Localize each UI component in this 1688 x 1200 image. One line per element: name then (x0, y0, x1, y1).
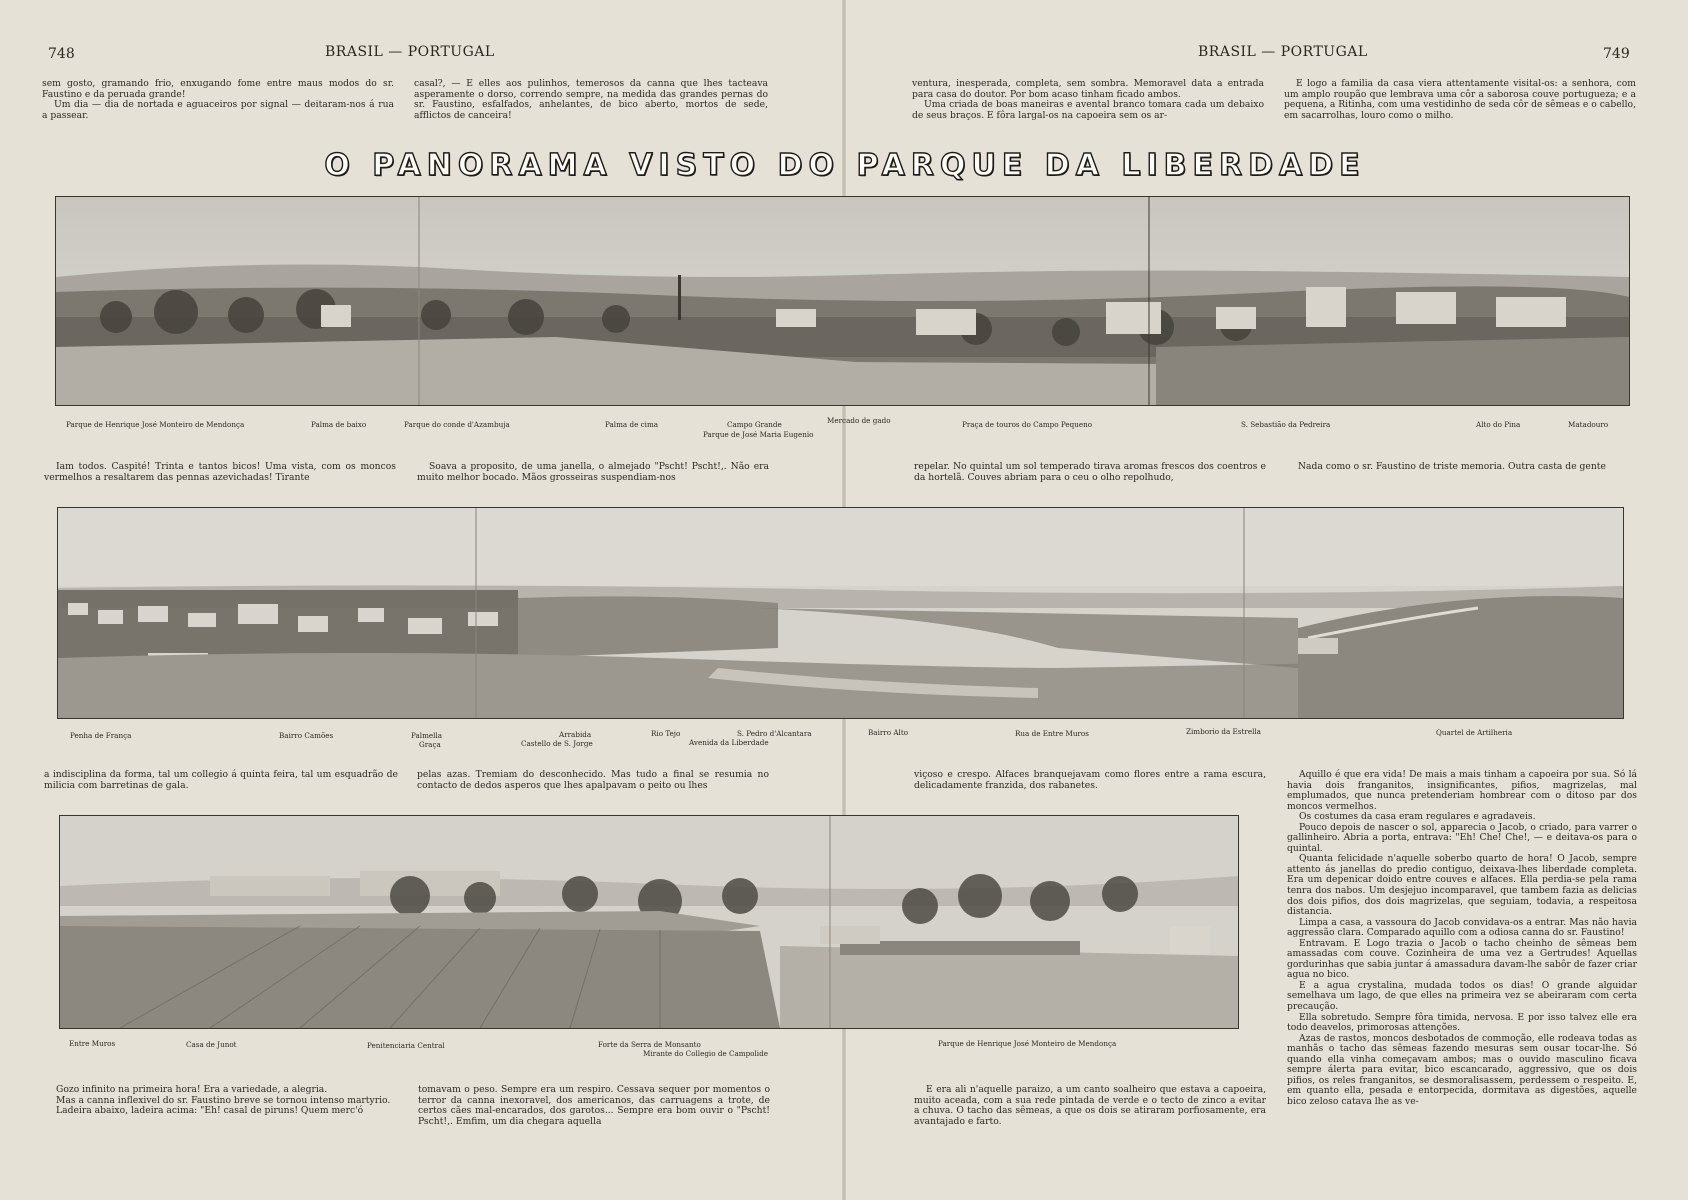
paragraph: Aquillo é que era vida! De mais a mais tinham a capoeira por sua. Só lá havia dois franganitos, insignificantes, pifios, magrizelas, mal emplumados, que nunca pretenderiam hombrear com o ditoso par dos moncos vermelhos. (1287, 769, 1637, 812)
caption: Praça de touros do Campo Pequeno (962, 420, 1093, 429)
caption: Parque de Henrique José Monteiro de Mendonça (66, 420, 245, 429)
caption: Mercado de gado (827, 416, 891, 425)
paragraph: Os costumes da casa eram regulares e agradaveis. (1299, 811, 1536, 823)
caption: S. Sebastião da Pedreira (1241, 420, 1331, 429)
right-bottom-col1 (914, 1085, 1266, 1127)
left-mid1-col2 (417, 462, 769, 483)
caption: Campo Grande (727, 420, 782, 429)
panorama-photo-2 (57, 507, 1624, 719)
caption: Zimborio da Estrella (1186, 727, 1261, 736)
left-mid2-col2 (417, 770, 769, 791)
caption: Casa de Junot (186, 1040, 237, 1049)
right-side-column (1287, 770, 1637, 1108)
panorama-photo-3 (59, 815, 1239, 1029)
left-bottom-col1 (44, 1085, 396, 1117)
left-top-col2 (414, 79, 768, 121)
caption: Castello de S. Jorge (521, 739, 593, 748)
caption: Alto do Pina (1476, 420, 1521, 429)
caption: Parque do conde d'Azambuja (404, 420, 510, 429)
panorama-photo-1 (55, 196, 1630, 406)
left-page-number: 748 (48, 46, 75, 62)
caption: Bairro Camões (279, 731, 334, 740)
paragraph: Limpa a casa, a vassoura do Jacob convidava-os a entrar. Mas não havia aggressão clara. Comparado aquillo com a odiosa canna do sr. Faustino! (1287, 916, 1637, 939)
left-mid2-col1 (44, 770, 398, 791)
paragraph: Ella sobretudo. Sempre fôra timida, nervosa. E por isso talvez elle era todo deavelos, primorosas attenções. (1287, 1011, 1637, 1034)
caption: Entre Muros (69, 1039, 116, 1048)
caption: Palma de baixo (311, 420, 367, 429)
caption: Palma de cima (605, 420, 659, 429)
paragraph: Uma criada de boas maneiras e avental branco tomara cada um debaixo de seus braços. E fôra largal-os na capoeira sem os ar- (912, 99, 1264, 121)
right-mid1-col1 (914, 462, 1266, 483)
right-mid2-col1 (914, 770, 1266, 791)
caption: Avenida da Liberdade (689, 738, 769, 747)
paragraph: Mas a canna inflexivel do sr. Faustino breve se tornou intenso martyrio. (56, 1094, 391, 1106)
paragraph: sem gosto, gramando frio, enxugando fome entre maus modos do sr. Faustino e da peruada grande! (42, 78, 394, 100)
caption: Graça (419, 740, 441, 749)
paragraph: E a agua crystalina, mudada todos os dias! O grande alguidar semelhava um lago, de que elles na primeira vez se abeiraram com certa precaução. (1287, 979, 1637, 1013)
left-top-col1 (42, 79, 394, 121)
paragraph: repelar. No quintal um sol temperado tirava aromas frescos dos coentros e da hortelã. Couves abriam para o ceu o olho repolhudo, (914, 461, 1266, 483)
paragraph: Quanta felicidade n'aquelle soberbo quarto de hora! O Jacob, sempre attento ás janellas do predio contiguo, deixava-lhes liberdade completa. Era um depenicar doido entre couves e alfaces. Ella perdia-se pela rama tenra dos nabos. Um desjejuo incomparavel, que tambem fazia as delicias dos dois pifios, dos dois magrizelas, que seguiam, todavia, a respeitosa distancia. (1287, 853, 1637, 918)
paragraph: Nada como o sr. Faustino de triste memoria. Outra casta de gente (1298, 461, 1606, 472)
caption: Matadouro (1568, 420, 1609, 429)
left-mid1-col1 (44, 462, 396, 483)
caption: Arrabida (559, 730, 592, 739)
right-page-number: 749 (1603, 46, 1630, 62)
caption: Parque de José Maria Eugenio (703, 430, 814, 439)
banner-title: O PANORAMA VISTO DO PARQUE DA LIBERDADE (324, 148, 1366, 183)
caption: Palmella (411, 731, 443, 740)
right-top-col2 (1284, 79, 1636, 121)
caption: Penitenciaria Central (367, 1041, 445, 1050)
paragraph: Um dia — dia de nortada e aguaceiros por signal — deitaram-nos á rua a passear. (42, 99, 394, 121)
paragraph: ventura, inesperada, completa, sem sombra. Memoravel data a entrada para casa do doutor. Por bom acaso tinham ficado ambos. (912, 78, 1264, 100)
paragraph: Iam todos. Caspité! Trinta e tantos bicos! Uma vista, com os moncos vermelhos a resaltarem das pennas azevichadas! Tirante (44, 461, 396, 483)
paragraph: tomavam o peso. Sempre era um respiro. Cessava sequer por momentos o terror da canna inexoravel, dos americanos, das carruagens a trote, de certos cães mal-encarados, dos garotos... Sempre era bom ouvir o "Pscht! Pscht!,. Emfim, um dia chegara aquella (418, 1084, 770, 1127)
caption: S. Pedro d'Alcantara (737, 729, 812, 738)
paragraph: Gozo infinito na primeira hora! Era a variedade, a alegria. (56, 1084, 328, 1095)
paragraph: Pouco depois de nascer o sol, apparecia o Jacob, o criado, para varrer o gallinheiro. Abria a porta, entrava: "Eh! Che! Che!, — e deitava-os para o quintal. (1287, 821, 1637, 854)
caption: Rio Tejo (651, 729, 681, 738)
paragraph: E logo a familia da casa viera attentamente visital-os: a senhora, com um amplo roupão que lembrava uma côr a saborosa couve portugueza; e a pequena, a Ritinha, com uma vestidinho de seda côr de sêmeas e o cabello, em sacarrolhas, louro como o milho. (1284, 78, 1636, 121)
paragraph: Entravam. E Logo trazia o Jacob o tacho cheinho de sêmeas bem amassadas com couve. Cozinheira de uma vez a Gertrudes! Aquellas gordurinhas que sabia juntar á amassadura davam-lhe sabôr de fazer criar agua no bico. (1287, 937, 1637, 981)
paragraph: Azas de rastos, moncos desbotados de commoção, elle rodeava todas as manhãs o tacho das sêmeas fazendo mesuras sem ousar tocar-lhe. Só quando ella vinha começavam ambos; mas o ouvido masculino ficava sempre álerta para evitar, bico escancarado, aggressivo, que os dois pifios, os reles franganitos, se desmoralisassem, perdessem o respeito. E, em quanto ella, pesada e entorpecida, dormitava as digestões, aquelle bico zeloso catava lhe as ve- (1287, 1032, 1637, 1107)
caption: Forte da Serra de Monsanto (598, 1040, 701, 1049)
left-bottom-col2 (418, 1085, 770, 1127)
right-running-head: BRASIL — PORTUGAL (1198, 44, 1368, 60)
left-running-head: BRASIL — PORTUGAL (325, 44, 495, 60)
paragraph: a indisciplina da forma, tal um collegio á quinta feira, tal um esquadrão de milicia com barretinas de gala. (44, 769, 398, 791)
caption: Quartel de Artilheria (1436, 728, 1513, 737)
paragraph: pelas azas. Tremiam do desconhecido. Mas tudo a final se resumia no contacto de dedos asperos que lhes apalpavam o peito ou lhes (417, 769, 769, 791)
caption: Mirante do Collegio de Campolide (643, 1049, 768, 1058)
caption: Parque de Henrique José Monteiro de Mendonça (938, 1039, 1117, 1048)
right-top-col1 (912, 79, 1264, 121)
paragraph: E era ali n'aquelle paraizo, a um canto soalheiro que estava a capoeira, muito aceada, com a sua rede pintada de verde e o tecto de zinco a evitar a chuva. O tacho das sêmeas, a que os dois se atiraram porfiosamente, era avantajado e farto. (914, 1084, 1266, 1127)
paragraph: viçoso e crespo. Alfaces branquejavam como flores entre a rama escura, delicadamente franzida, dos rabanetes. (914, 769, 1266, 791)
paragraph: Ladeira abaixo, ladeira acima: "Eh! casal de piruns! Quem merc'ó (56, 1105, 364, 1117)
right-mid1-col2 (1286, 462, 1636, 473)
paragraph: casal?, — E elles aos pulinhos, temerosos da canna que lhes tacteava asperamente o dorso, correndo sempre, na medida das grandes pernas do sr. Faustino, esfalfados, anhelantes, de bico aberto, mortos de sede, afflictos de canceira! (414, 78, 768, 121)
caption: Penha de França (70, 731, 132, 740)
paragraph: Soava a proposito, de uma janella, o almejado "Pscht! Pscht!,. Não era muito melhor bocado. Mãos grosseiras suspendiam-nos (417, 461, 769, 483)
caption: Bairro Alto (868, 728, 909, 737)
caption: Rua de Entre Muros (1015, 729, 1089, 738)
